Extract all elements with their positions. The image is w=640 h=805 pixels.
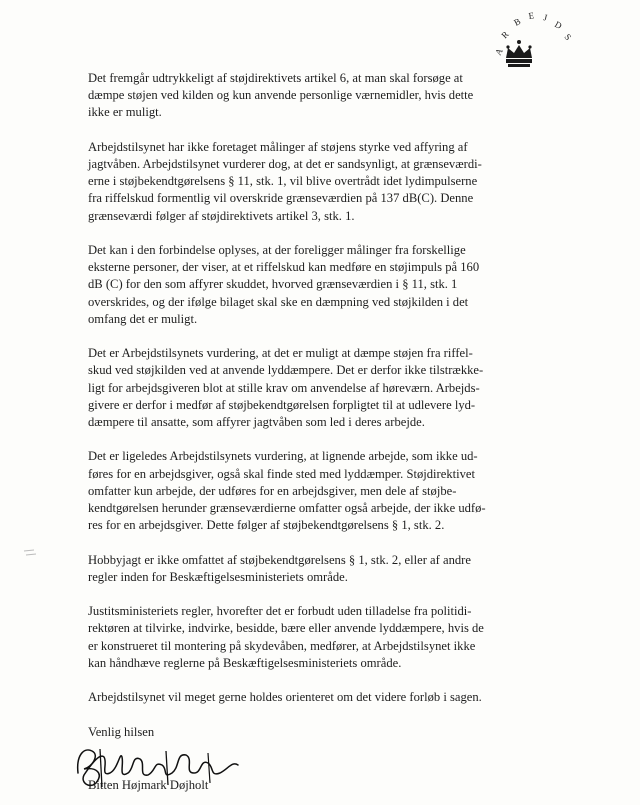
text-line: ligt for arbejdsgiveren blot at stille krav om anvendelse af høreværn. Arbejds-	[88, 380, 480, 395]
paragraph	[88, 345, 528, 431]
crown-icon	[506, 40, 532, 67]
text-line: Det kan i den forbindelse oplyses, at der foreligger målinger fra forskellige	[88, 243, 466, 257]
text-line: ikke er muligt.	[88, 105, 162, 120]
closing-salutation: Venlig hilsen	[88, 724, 155, 739]
text-line: Det fremgår udtrykkeligt af støjdirektivets artikel 6, at man skal forsøge at	[88, 71, 463, 85]
text-line: Justitsministeriets regler, hvorefter det er forbudt uden tilladelse fra politidi-	[88, 604, 472, 619]
text-line: føres for en arbejdsgiver, også skal finde sted med lyddæmper. Støjdirektivet	[88, 466, 476, 481]
margin-scan-mark	[22, 548, 50, 558]
svg-text:B: B	[512, 16, 523, 28]
paragraph	[88, 603, 528, 672]
svg-text:R: R	[499, 29, 511, 41]
text-line: er konstrueret til montering på skydevåben, medfører, at Arbejdstilsynet ikke	[88, 638, 476, 653]
handwritten-signature	[70, 743, 250, 795]
text-line: regler inden for Beskæftigelsesministeriets område.	[88, 569, 348, 584]
svg-text:A: A	[492, 46, 505, 57]
text-line: erne i støjbekendtgørelsens § 11, stk. 1, vil blive overtrådt idet lydimpulserne	[88, 174, 478, 189]
paragraph	[88, 689, 528, 706]
text-line: dæmpere til ansatte, som affyrer jagtvåben som led i deres arbejde.	[88, 415, 425, 430]
arbejdstilsynet-logo	[488, 4, 584, 76]
text-line: kan håndhæve reglerne på Beskæftigelsesministeriets område.	[88, 655, 402, 670]
paragraph	[88, 139, 528, 225]
text-line: dæmpe støjen ved kilden og kun anvende personlige værnemidler, hvis dette	[88, 88, 474, 103]
svg-text:D: D	[553, 19, 564, 31]
text-line: Arbejdstilsynet vil meget gerne holdes orienteret om det videre forløb i sagen.	[88, 690, 482, 705]
text-line: givere er derfor i medfør af støjbekendtgørelsen forpligtet til at udlevere lyd-	[88, 397, 476, 412]
text-line: omfatter kun arbejde, der udføres for en arbejdsgiver, men dele af støjbe-	[88, 483, 457, 498]
svg-text:J: J	[542, 12, 549, 23]
paragraph	[88, 448, 528, 534]
text-line: kendtgørelsen herunder grænseværdierne omfatter også arbejde, der ikke udfø-	[88, 501, 486, 516]
signer-name: Bitten Højmark Døjholt	[88, 777, 209, 792]
signature-block	[88, 745, 528, 805]
paragraph	[88, 70, 528, 122]
text-line: grænseværdi følger af støjdirektivets artikel 3, stk. 1.	[88, 208, 355, 223]
paragraph	[88, 242, 528, 328]
text-line: overskrides, og der ifølge bilaget skal ske en dæmpning ved støjkilden i det	[88, 294, 469, 309]
svg-text:S: S	[562, 31, 574, 43]
svg-text:E: E	[527, 10, 535, 21]
text-line: res for en arbejdsgiver. Dette følger af støjbekendtgørelsens § 1, stk. 2.	[88, 518, 445, 533]
text-line: dB (C) for den som affyrer skuddet, hvorved grænseværdien i § 11, stk. 1	[88, 277, 458, 292]
text-line: Arbejdstilsynet har ikke foretaget målinger af støjens styrke ved affyring af	[88, 139, 468, 154]
text-line: eksterne personer, der viser, at et riffelskud kan medføre en støjimpuls på 160	[88, 260, 480, 275]
text-line: jagtvåben. Arbejdstilsynet vurderer dog, at det er sandsynligt, at grænseværdi-	[88, 157, 482, 171]
text-line: omfang det er muligt.	[88, 311, 198, 326]
text-line: fra riffelskud formentlig vil overskride grænseværdien på 137 dB(C). Denne	[88, 191, 474, 206]
letter-body	[88, 70, 528, 805]
logo-arc-letters	[493, 10, 573, 57]
text-line: rektøren at tilvirke, indvirke, besidde, bære eller anvende lyddæmpere, hvis de	[88, 621, 484, 636]
paragraph	[88, 552, 528, 586]
text-line: Hobbyjagt er ikke omfattet af støjbekendtgørelsens § 1, stk. 2, eller af andre	[88, 552, 471, 567]
text-line: Det er ligeledes Arbejdstilsynets vurdering, at lignende arbejde, som ikke ud-	[88, 449, 478, 464]
text-line: Det er Arbejdstilsynets vurdering, at det er muligt at dæmpe støjen fra riffel-	[88, 346, 473, 361]
text-line: skud ved støjkilden ved at anvende lyddæmpere. Det er derfor ikke tilstrække-	[88, 363, 484, 378]
